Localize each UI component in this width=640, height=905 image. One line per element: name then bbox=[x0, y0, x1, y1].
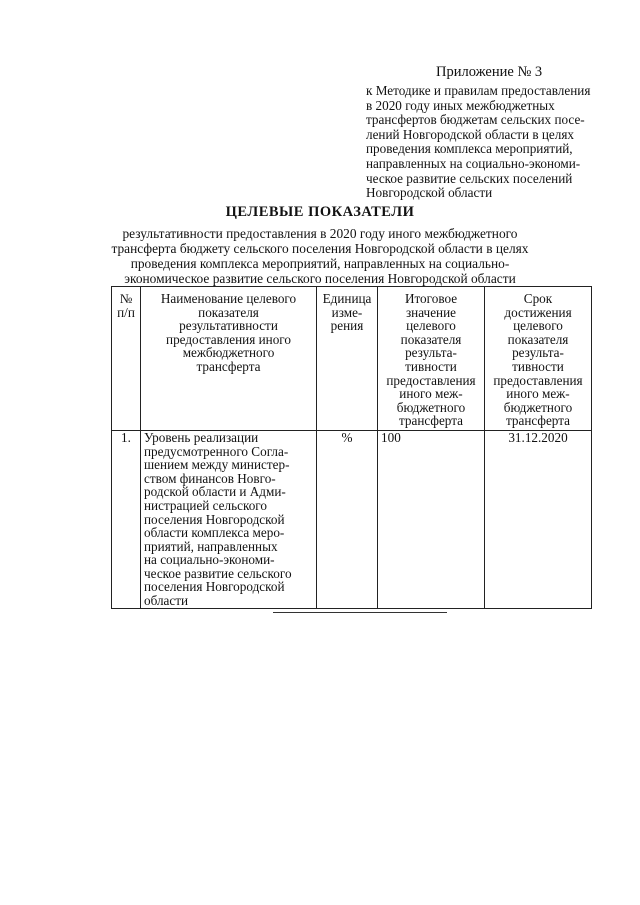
header-line: п/п bbox=[117, 304, 135, 320]
header-line: Единица bbox=[322, 291, 372, 306]
header-unit bbox=[317, 287, 378, 431]
deadline-cell: 31.12.2020 bbox=[485, 430, 592, 608]
header-line: предоставления bbox=[386, 372, 476, 388]
header-line: трансферта bbox=[398, 413, 464, 429]
header-line: № bbox=[119, 291, 133, 306]
indicator-line: области комплекса меро- bbox=[144, 525, 285, 541]
header-line: тивности bbox=[405, 358, 457, 374]
appendix-description bbox=[366, 84, 616, 201]
header-line: трансферта bbox=[196, 358, 261, 374]
header-line: достижения bbox=[504, 304, 572, 320]
header-line: бюджетного bbox=[503, 399, 573, 415]
document-title: ЦЕЛЕВЫЕ ПОКАЗАТЕЛИ bbox=[225, 204, 415, 220]
indicator-line: поселения Новгородской bbox=[144, 579, 285, 595]
appendix-line: в 2020 году иных межбюджетных bbox=[366, 97, 555, 113]
appendix-line: трансфертов бюджетам сельских посе- bbox=[366, 112, 585, 128]
indicator-line: Уровень реализации bbox=[144, 429, 259, 445]
header-line: целевого bbox=[406, 318, 456, 334]
indicator-line: ством финансов Новго- bbox=[144, 470, 276, 486]
header-line: иного меж- bbox=[399, 386, 463, 402]
appendix-title: Приложение № 3 bbox=[436, 64, 543, 80]
subtitle-line: трансферта бюджету сельского поселения Новгородской области в целях bbox=[111, 241, 529, 256]
header-value bbox=[378, 287, 485, 431]
header-line: результа- bbox=[405, 345, 457, 361]
indicator-line: предусмотренного Согла- bbox=[144, 443, 289, 459]
subtitle-line: результативности предоставления в 2020 году иного межбюджетного bbox=[122, 226, 518, 241]
value-cell: 100 bbox=[378, 430, 485, 608]
header-line: результативности bbox=[179, 318, 278, 334]
header-line: целевого bbox=[513, 318, 563, 334]
appendix-line: проведения комплекса мероприятий, bbox=[366, 141, 573, 157]
header-line: Итоговое bbox=[404, 291, 458, 306]
header-line: иного меж- bbox=[506, 386, 570, 402]
table-row bbox=[112, 430, 592, 608]
row-number: 1. bbox=[112, 430, 141, 608]
indicator-line: области bbox=[144, 593, 189, 609]
header-line: показателя bbox=[198, 304, 259, 320]
header-line: предоставления иного bbox=[166, 331, 291, 347]
header-line: Наименование целевого bbox=[160, 291, 297, 306]
table-header-row bbox=[112, 287, 592, 431]
header-line: трансферта bbox=[505, 413, 571, 429]
header-line: бюджетного bbox=[396, 399, 466, 415]
subtitle-line: проведения комплекса мероприятий, направленных на социально- bbox=[130, 256, 510, 271]
appendix-line: Новгородской области bbox=[366, 185, 493, 201]
appendix-line: лений Новгородской области в целях bbox=[366, 126, 575, 142]
document-subtitle bbox=[0, 226, 640, 286]
header-line: изме- bbox=[331, 304, 363, 320]
header-line: рения bbox=[330, 318, 364, 334]
appendix-line: ческое развитие сельских поселений bbox=[366, 170, 573, 186]
header-line: межбюджетного bbox=[182, 345, 275, 361]
indicator-line: поселения Новгородской bbox=[144, 511, 285, 527]
targets-table bbox=[111, 286, 592, 609]
header-name bbox=[141, 287, 317, 431]
indicator-line: шением между министер- bbox=[144, 457, 290, 473]
appendix-line: к Методике и правилам предоставления bbox=[366, 83, 591, 98]
header-line: тивности bbox=[512, 358, 564, 374]
indicator-line: приятий, направленных bbox=[144, 538, 278, 554]
unit-cell: % bbox=[317, 430, 378, 608]
header-line: результа- bbox=[512, 345, 564, 361]
header-num bbox=[112, 287, 141, 431]
end-divider bbox=[273, 612, 447, 613]
indicator-name bbox=[141, 430, 317, 608]
indicator-line: нистрацией сельского bbox=[144, 497, 267, 513]
indicator-line: родской области и Адми- bbox=[144, 484, 286, 500]
header-line: предоставления bbox=[493, 372, 583, 388]
header-line: значение bbox=[405, 304, 457, 320]
header-line: показателя bbox=[400, 331, 462, 347]
indicator-line: ческое развитие сельского bbox=[144, 565, 292, 581]
header-deadline bbox=[485, 287, 592, 431]
appendix-line: направленных на социально-экономи- bbox=[366, 155, 581, 171]
subtitle-line: экономическое развитие сельского поселения Новгородской области bbox=[124, 271, 516, 286]
header-line: Срок bbox=[523, 291, 553, 306]
header-line: показателя bbox=[507, 331, 569, 347]
indicator-line: на социально-экономи- bbox=[144, 552, 275, 568]
